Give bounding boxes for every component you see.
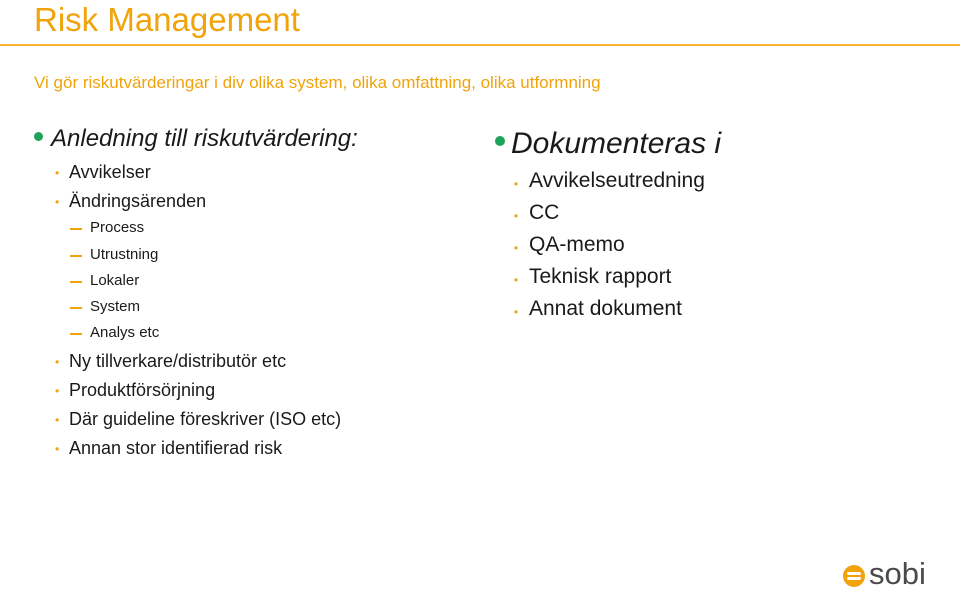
- list-item-produktforsorjning: [55, 379, 216, 401]
- list-item-guideline: [55, 408, 342, 430]
- list-item-label: Annan stor identifierad risk: [69, 438, 283, 458]
- logo-text: sobi: [869, 556, 926, 591]
- doc-item-label: Avvikelseutredning: [529, 169, 705, 192]
- doc-item-teknisk-rapport: [514, 265, 672, 289]
- left-heading-text: Anledning till riskutvärdering:: [51, 125, 358, 152]
- sub-item-system: [90, 298, 140, 316]
- list-item-label: Produktförsörjning: [69, 380, 216, 400]
- list-item-label: Ny tillverkare/distributör etc: [69, 351, 287, 371]
- bullet-icon: •: [55, 442, 60, 456]
- sub-item-label: Lokaler: [90, 272, 140, 289]
- doc-item-cc: [514, 201, 560, 225]
- bullet-dot-icon: [495, 136, 505, 146]
- list-item-ny-tillverkare: [55, 350, 287, 372]
- bullet-icon: •: [55, 355, 60, 369]
- right-heading: [495, 127, 721, 161]
- dash-icon: [70, 307, 82, 309]
- list-item-annan-risk: [55, 437, 283, 459]
- dash-icon: [70, 255, 82, 257]
- doc-item-qa-memo: [514, 233, 625, 257]
- bullet-icon: •: [55, 384, 60, 398]
- dash-icon: [70, 281, 82, 283]
- bullet-icon: •: [514, 273, 519, 287]
- list-item-label: Avvikelser: [69, 162, 151, 182]
- logo-mark-icon: [843, 565, 865, 587]
- title-divider: [0, 44, 960, 46]
- bullet-icon: •: [514, 177, 519, 191]
- sub-item-process: [90, 219, 144, 237]
- dash-icon: [70, 333, 82, 335]
- list-item-label: Ändringsärenden: [69, 191, 207, 211]
- sub-item-analys: [90, 324, 159, 342]
- sub-item-label: System: [90, 298, 141, 315]
- list-item-andringsarenden: [55, 190, 207, 212]
- left-heading: [34, 125, 358, 153]
- doc-item-avvikelseutredning: [514, 169, 705, 193]
- doc-item-label: Teknisk rapport: [529, 265, 672, 288]
- dash-icon: [70, 228, 82, 230]
- sub-item-label: Process: [90, 219, 145, 236]
- bullet-icon: •: [514, 305, 519, 319]
- right-heading-text: Dokumenteras i: [511, 127, 722, 160]
- list-item-label: Där guideline föreskriver (ISO etc): [69, 409, 342, 429]
- list-item-avvikelser: [55, 161, 151, 183]
- doc-item-label: QA-memo: [529, 233, 625, 256]
- bullet-icon: •: [55, 413, 60, 427]
- slide-subtitle: Vi gör riskutvärderingar i div olika system, olika omfattning, olika utformning: [34, 73, 601, 92]
- sub-item-label: Analys etc: [90, 324, 160, 341]
- doc-item-label: Annat dokument: [529, 297, 682, 320]
- bullet-dot-icon: [34, 132, 43, 141]
- sub-item-label: Utrustning: [90, 246, 159, 263]
- bullet-icon: •: [514, 241, 519, 255]
- doc-item-label: CC: [529, 201, 560, 224]
- bullet-icon: •: [514, 209, 519, 223]
- sub-item-utrustning: [90, 246, 158, 264]
- sub-item-lokaler: [90, 272, 139, 290]
- bullet-icon: •: [55, 166, 60, 180]
- bullet-icon: •: [55, 195, 60, 209]
- slide-title: Risk Management: [34, 1, 300, 38]
- doc-item-annat-dokument: [514, 297, 682, 321]
